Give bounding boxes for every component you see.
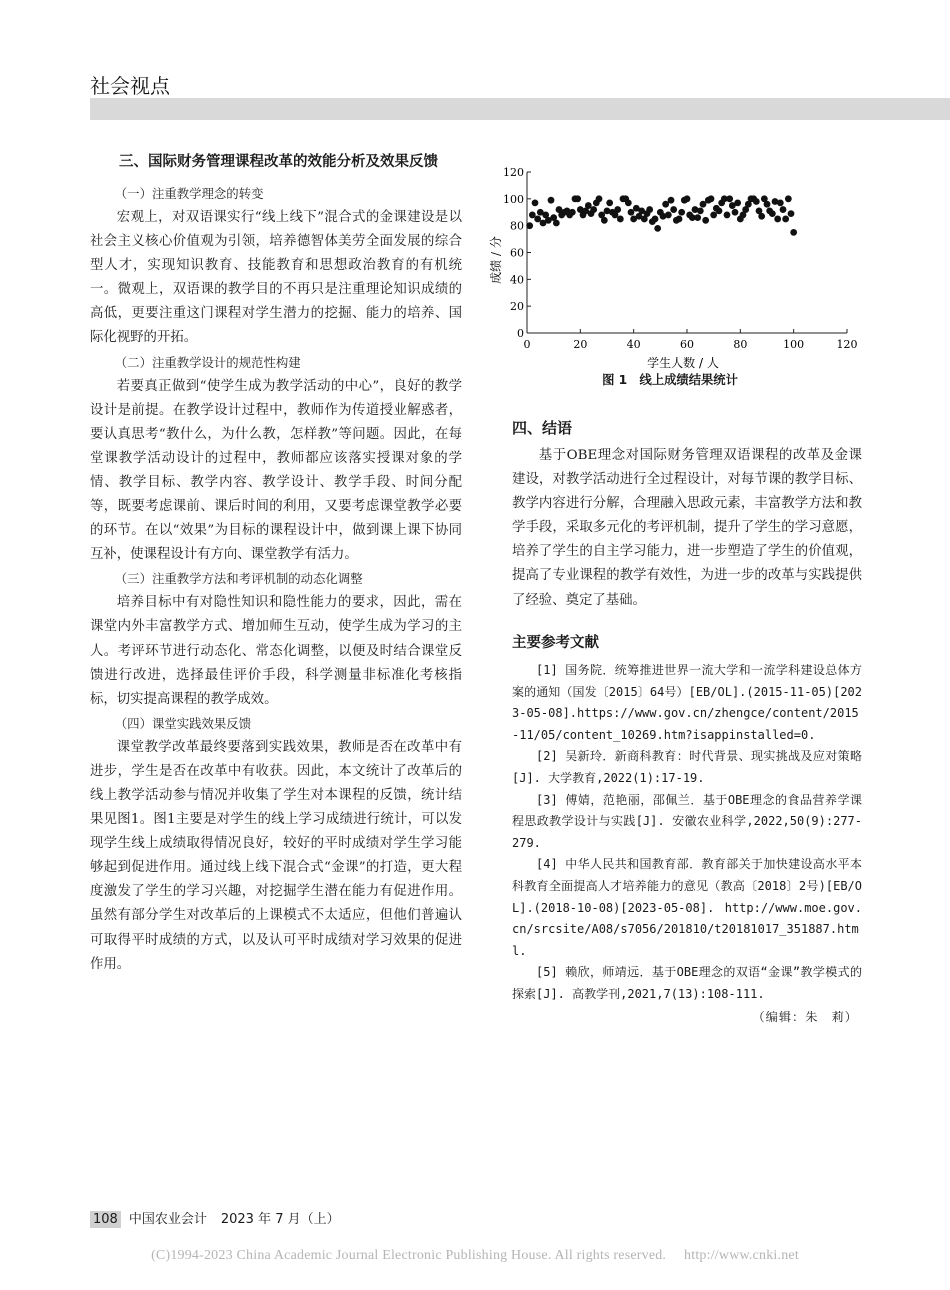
data-point bbox=[777, 199, 784, 206]
subheading-2: （二）注重教学设计的规范性构建 bbox=[114, 354, 301, 370]
data-point bbox=[617, 216, 624, 223]
data-point bbox=[596, 195, 603, 202]
y-tick-label: 120 bbox=[503, 166, 524, 179]
x-tick-label: 100 bbox=[783, 338, 805, 351]
data-point bbox=[601, 217, 608, 224]
page-footer bbox=[90, 1208, 340, 1228]
right-column bbox=[512, 416, 862, 613]
data-point bbox=[790, 229, 797, 236]
data-point bbox=[716, 208, 723, 215]
data-point bbox=[678, 209, 685, 216]
x-tick-label: 60 bbox=[680, 338, 694, 351]
data-point bbox=[654, 225, 661, 232]
section-heading-4: 四、结语 bbox=[512, 419, 573, 437]
data-point bbox=[665, 212, 672, 219]
y-tick-label: 0 bbox=[517, 327, 524, 340]
data-point bbox=[726, 195, 733, 202]
data-point bbox=[758, 213, 765, 220]
data-point bbox=[780, 206, 787, 213]
y-axis-label: 成绩 / 分 bbox=[489, 236, 503, 284]
editor-credit: （编辑：朱 莉） bbox=[752, 1009, 858, 1024]
paragraph: 基于OBE理念对国际财务管理双语课程的改革及金课建设，对教学活动进行全过程设计，对每节课的教学目标、教学内容进行分解，合理融入思政元素，丰富教学方法和教学手段，采取多元化的考评机制，提升了学生的学习意愿，培养了学生的自主学习能力，进一步塑造了学生的价值观，提高了专业课程的教学有效性，为进一步的改革与实践提供了经验、奠定了基础。 bbox=[512, 448, 862, 608]
reference-item: [1] 国务院．统筹推进世界一流大学和一流学科建设总体方案的通知（国发〔2015〕64号）[EB/OL].(2015-11-05)[2023-05-08].https://www.gov.cn/zhengce/content/2015-11/05/content_10269.htm?isappinstalled=0. bbox=[512, 663, 862, 742]
references-heading: 主要参考文献 bbox=[512, 635, 599, 651]
x-tick-label: 20 bbox=[573, 338, 588, 351]
data-point bbox=[614, 206, 621, 213]
data-point bbox=[753, 198, 760, 205]
reference-item: [4] 中华人民共和国教育部．教育部关于加快建设高水平本科教育全面提高人才培养能力的意见（教高〔2018〕2号)[EB/OL].(2018-10-08)[2023-05-08]. http://www.moe.gov.cn/srcsite/A08/s7056/201810/t20181017_351887.html. bbox=[512, 857, 862, 958]
x-tick-label: 80 bbox=[733, 338, 748, 351]
data-point bbox=[769, 210, 776, 217]
x-tick-label: 0 bbox=[523, 338, 531, 351]
issue-date: 2023 年 7 月（上） bbox=[220, 1212, 340, 1227]
data-point bbox=[774, 216, 781, 223]
left-column bbox=[90, 150, 462, 977]
header-bar bbox=[90, 98, 950, 120]
data-point bbox=[694, 214, 701, 221]
data-point bbox=[732, 209, 739, 216]
data-point bbox=[708, 195, 715, 202]
paragraph: 若要真正做到“使学生成为教学活动的中心”，良好的教学设计是前提。在教学设计过程中，教师作为传道授业解惑者，要认真思考“教什么，为什么教，怎样教”等问题。因此，在每堂课教学活动设计的过程中，教师都应该落实授课对象的学情、教学目标、教学内容、教学设计、教学手段、时间分配等，既要考虑课前、课后时间的利用，又要考虑课堂教学必要的环节。在以“效果”为目标的课程设计中，做到课上课下协同互补，使课程设计有方向、课堂教学有活力。 bbox=[90, 378, 462, 563]
y-tick-label: 20 bbox=[510, 300, 524, 314]
copyright-notice: (C)1994-2023 China Academic Journal Electronic Publishing House. All rights reserved. http://www.cnki.net bbox=[151, 1248, 799, 1263]
data-point bbox=[684, 195, 691, 202]
data-point bbox=[625, 199, 632, 206]
data-point bbox=[702, 217, 709, 224]
data-point bbox=[782, 216, 789, 223]
paragraph: 课堂教学改革最终要落到实践效果，教师是否在改革中有进步，学生是否在改革中有收获。因此，本文统计了改革后的线上教学活动参与情况并收集了学生对本课程的反馈，统计结果见图1。图1主要是对学生的线上学习成绩进行统计，可以发现学生线上成绩取得情况良好，较好的平时成绩对学生学习能够起到促进作用。通过线上线下混合式“金课”的打造，更大程度激发了学生的学习兴趣，对挖掘学生潜在能力有促进作用。虽然有部分学生对改革后的上课模式不太适应，但他们普遍认可取得平时成绩的方式，以及认可平时成绩对学习效果的促进作用。 bbox=[90, 739, 462, 972]
data-point bbox=[668, 197, 675, 204]
data-point bbox=[548, 197, 555, 204]
data-point bbox=[590, 206, 597, 213]
data-point bbox=[526, 222, 533, 229]
subheading-1: （一）注重教学理念的转变 bbox=[114, 186, 264, 201]
y-tick-label: 40 bbox=[510, 273, 524, 287]
x-tick-label: 120 bbox=[836, 338, 858, 351]
reference-item: [3] 傅婧，范艳丽，邵佩兰．基于OBE理念的食品营养学课程思政教学设计与实践[J]. 安徽农业科学,2022,50(9):277-279. bbox=[512, 792, 862, 850]
data-point bbox=[670, 206, 677, 213]
data-point bbox=[697, 208, 704, 215]
data-point bbox=[764, 201, 771, 208]
section-heading-3: 三、国际财务管理课程改革的效能分析及效果反馈 bbox=[119, 154, 438, 170]
y-tick-label: 60 bbox=[510, 246, 524, 260]
data-point bbox=[646, 206, 653, 213]
y-tick-label: 100 bbox=[503, 192, 524, 206]
data-point bbox=[788, 210, 795, 217]
data-point bbox=[734, 199, 741, 206]
subheading-3: （三）注重教学方法和考评机制的动态化调整 bbox=[114, 571, 363, 587]
data-point bbox=[652, 216, 659, 223]
references bbox=[512, 631, 862, 1025]
data-point bbox=[724, 212, 731, 219]
paragraph: 宏观上，对双语课实行“线上线下”混合式的金课建设是以社会主义核心价值观为引领，培养德智体美劳全面发展的综合型人才，实现知识教育、技能教育和思想政治教育的有机统一。微观上，双语课的教学目的不再只是注重理论知识成绩的高低，更要注重这门课程对学生潜力的挖掘、能力的培养、国际化视野的开拓。 bbox=[90, 210, 462, 346]
page-number: 108 bbox=[90, 1211, 121, 1228]
reference-item: [5] 赖欣，师靖远．基于OBE理念的双语“金课”教学模式的探索[J]. 高教学刊,2021,7(13):108-111. bbox=[512, 965, 862, 1001]
data-point bbox=[532, 199, 539, 206]
section-title: 社会视点 bbox=[90, 74, 170, 98]
reference-item: [2] 吴新玲．新商科教育：时代背景、现实挑战及应对策略[J]. 大学教育,2022(1):17-19. bbox=[512, 749, 862, 785]
x-tick-label: 40 bbox=[626, 338, 641, 351]
data-point bbox=[676, 216, 683, 223]
data-point bbox=[553, 220, 560, 227]
paragraph: 培养目标中有对隐性知识和隐性能力的要求，因此，需在课堂内外丰富教学方式、增加师生互动，使学生成为学习的主人。考评环节进行动态化、常态化调整，以便及时结合课堂反馈进行改进，选择最佳评价手段，科学测量非标准化考核指标，切实提高课程的教学成效。 bbox=[90, 595, 462, 707]
x-axis-label: 学生人数 / 人 bbox=[647, 356, 719, 370]
data-point bbox=[574, 195, 581, 202]
data-point bbox=[785, 195, 792, 202]
data-point bbox=[569, 209, 576, 216]
y-tick-label: 80 bbox=[510, 219, 524, 233]
data-point bbox=[606, 199, 613, 206]
journal-name: 中国农业会计 bbox=[128, 1212, 207, 1227]
scatter-chart bbox=[480, 150, 860, 390]
figure-caption: 图 1 线上成绩结果统计 bbox=[602, 373, 738, 387]
subheading-4: （四）课堂实践效果反馈 bbox=[114, 715, 252, 731]
